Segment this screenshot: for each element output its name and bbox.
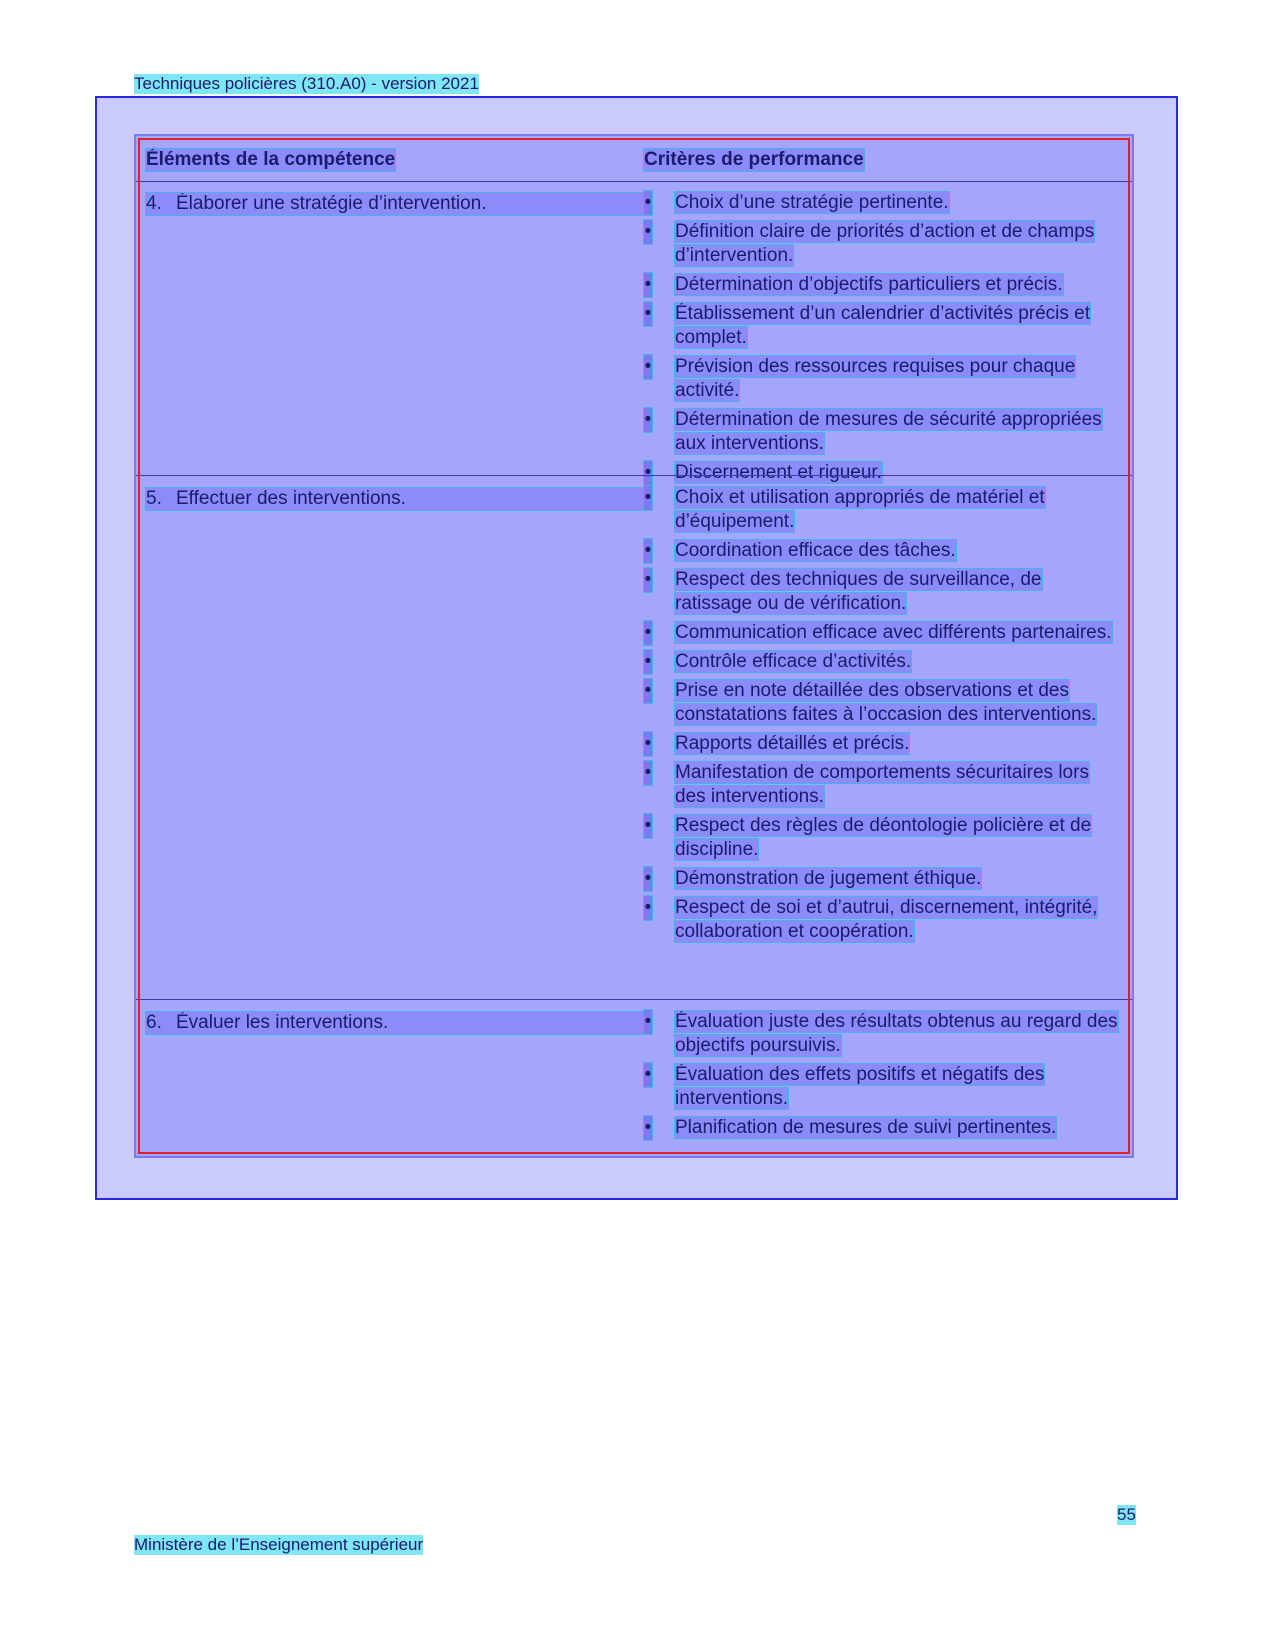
list-item: • Respect des règles de déontologie policière et de discipline. [644,814,1119,862]
element-number: 5. [146,488,162,509]
list-item: • Évaluation des effets positifs et négatifs des interventions. [644,1063,1119,1111]
list-item: • Prise en note détaillée des observations et des constatations faites à l’occasion des interventions. [644,679,1119,727]
element-text: Élaborer une stratégie d’intervention. [176,193,487,214]
list-item: • Discernement et rigueur. [644,461,1119,485]
list-item: • Communication efficace avec différents partenaires. [644,621,1119,645]
element-text: Effectuer des interventions. [176,488,406,509]
list-item: • Prévision des ressources requises pour chaque activité. [644,355,1119,403]
list-item: • Définition claire de priorités d’action et de champs d’intervention. [644,220,1119,268]
criteria-list [644,486,1119,949]
competence-table [134,134,1134,1158]
element-text: Évaluer les interventions. [176,1012,389,1033]
element-cell [146,488,644,510]
criteria-list [644,1010,1119,1145]
list-item: • Choix et utilisation appropriés de matériel et d’équipement. [644,486,1119,534]
page-header: Techniques policières (310.A0) - version 2021 [134,74,479,93]
element-number: 4. [146,193,162,214]
list-item: • Démonstration de jugement éthique. [644,867,1119,891]
list-item: • Choix d’une stratégie pertinente. [644,191,1119,215]
list-item: • Coordination efficace des tâches. [644,539,1119,563]
list-item: • Planification de mesures de suivi pertinentes. [644,1116,1119,1140]
list-item: • Établissement d’un calendrier d’activités précis et complet. [644,302,1119,350]
col-header-elements: Éléments de la compétence [146,149,396,170]
table-row [136,475,1132,999]
page-footer: Ministère de l’Enseignement supérieur [134,1535,424,1554]
page-number: 55 [1117,1505,1136,1524]
list-item: • Respect des techniques de surveillance, de ratissage ou de vérification. [644,568,1119,616]
criteria-list [644,191,1119,490]
col-header-criteria: Critères de performance [644,149,864,170]
list-item: • Détermination d’objectifs particuliers et précis. [644,273,1119,297]
list-item: • Évaluation juste des résultats obtenus au regard des objectifs poursuivis. [644,1010,1119,1058]
list-item: • Manifestation de comportements sécuritaires lors des interventions. [644,761,1119,809]
list-item: • Rapports détaillés et précis. [644,732,1119,756]
table-row [136,999,1132,1156]
element-number: 6. [146,1012,162,1033]
element-cell [146,193,644,215]
list-item: • Détermination de mesures de sécurité appropriées aux interventions. [644,408,1119,456]
table-row [136,181,1132,483]
list-item: • Respect de soi et d’autrui, discernement, intégrité, collaboration et coopération. [644,896,1119,944]
element-cell [146,1012,644,1034]
table-header-row [136,136,1132,182]
list-item: • Contrôle efficace d’activités. [644,650,1119,674]
